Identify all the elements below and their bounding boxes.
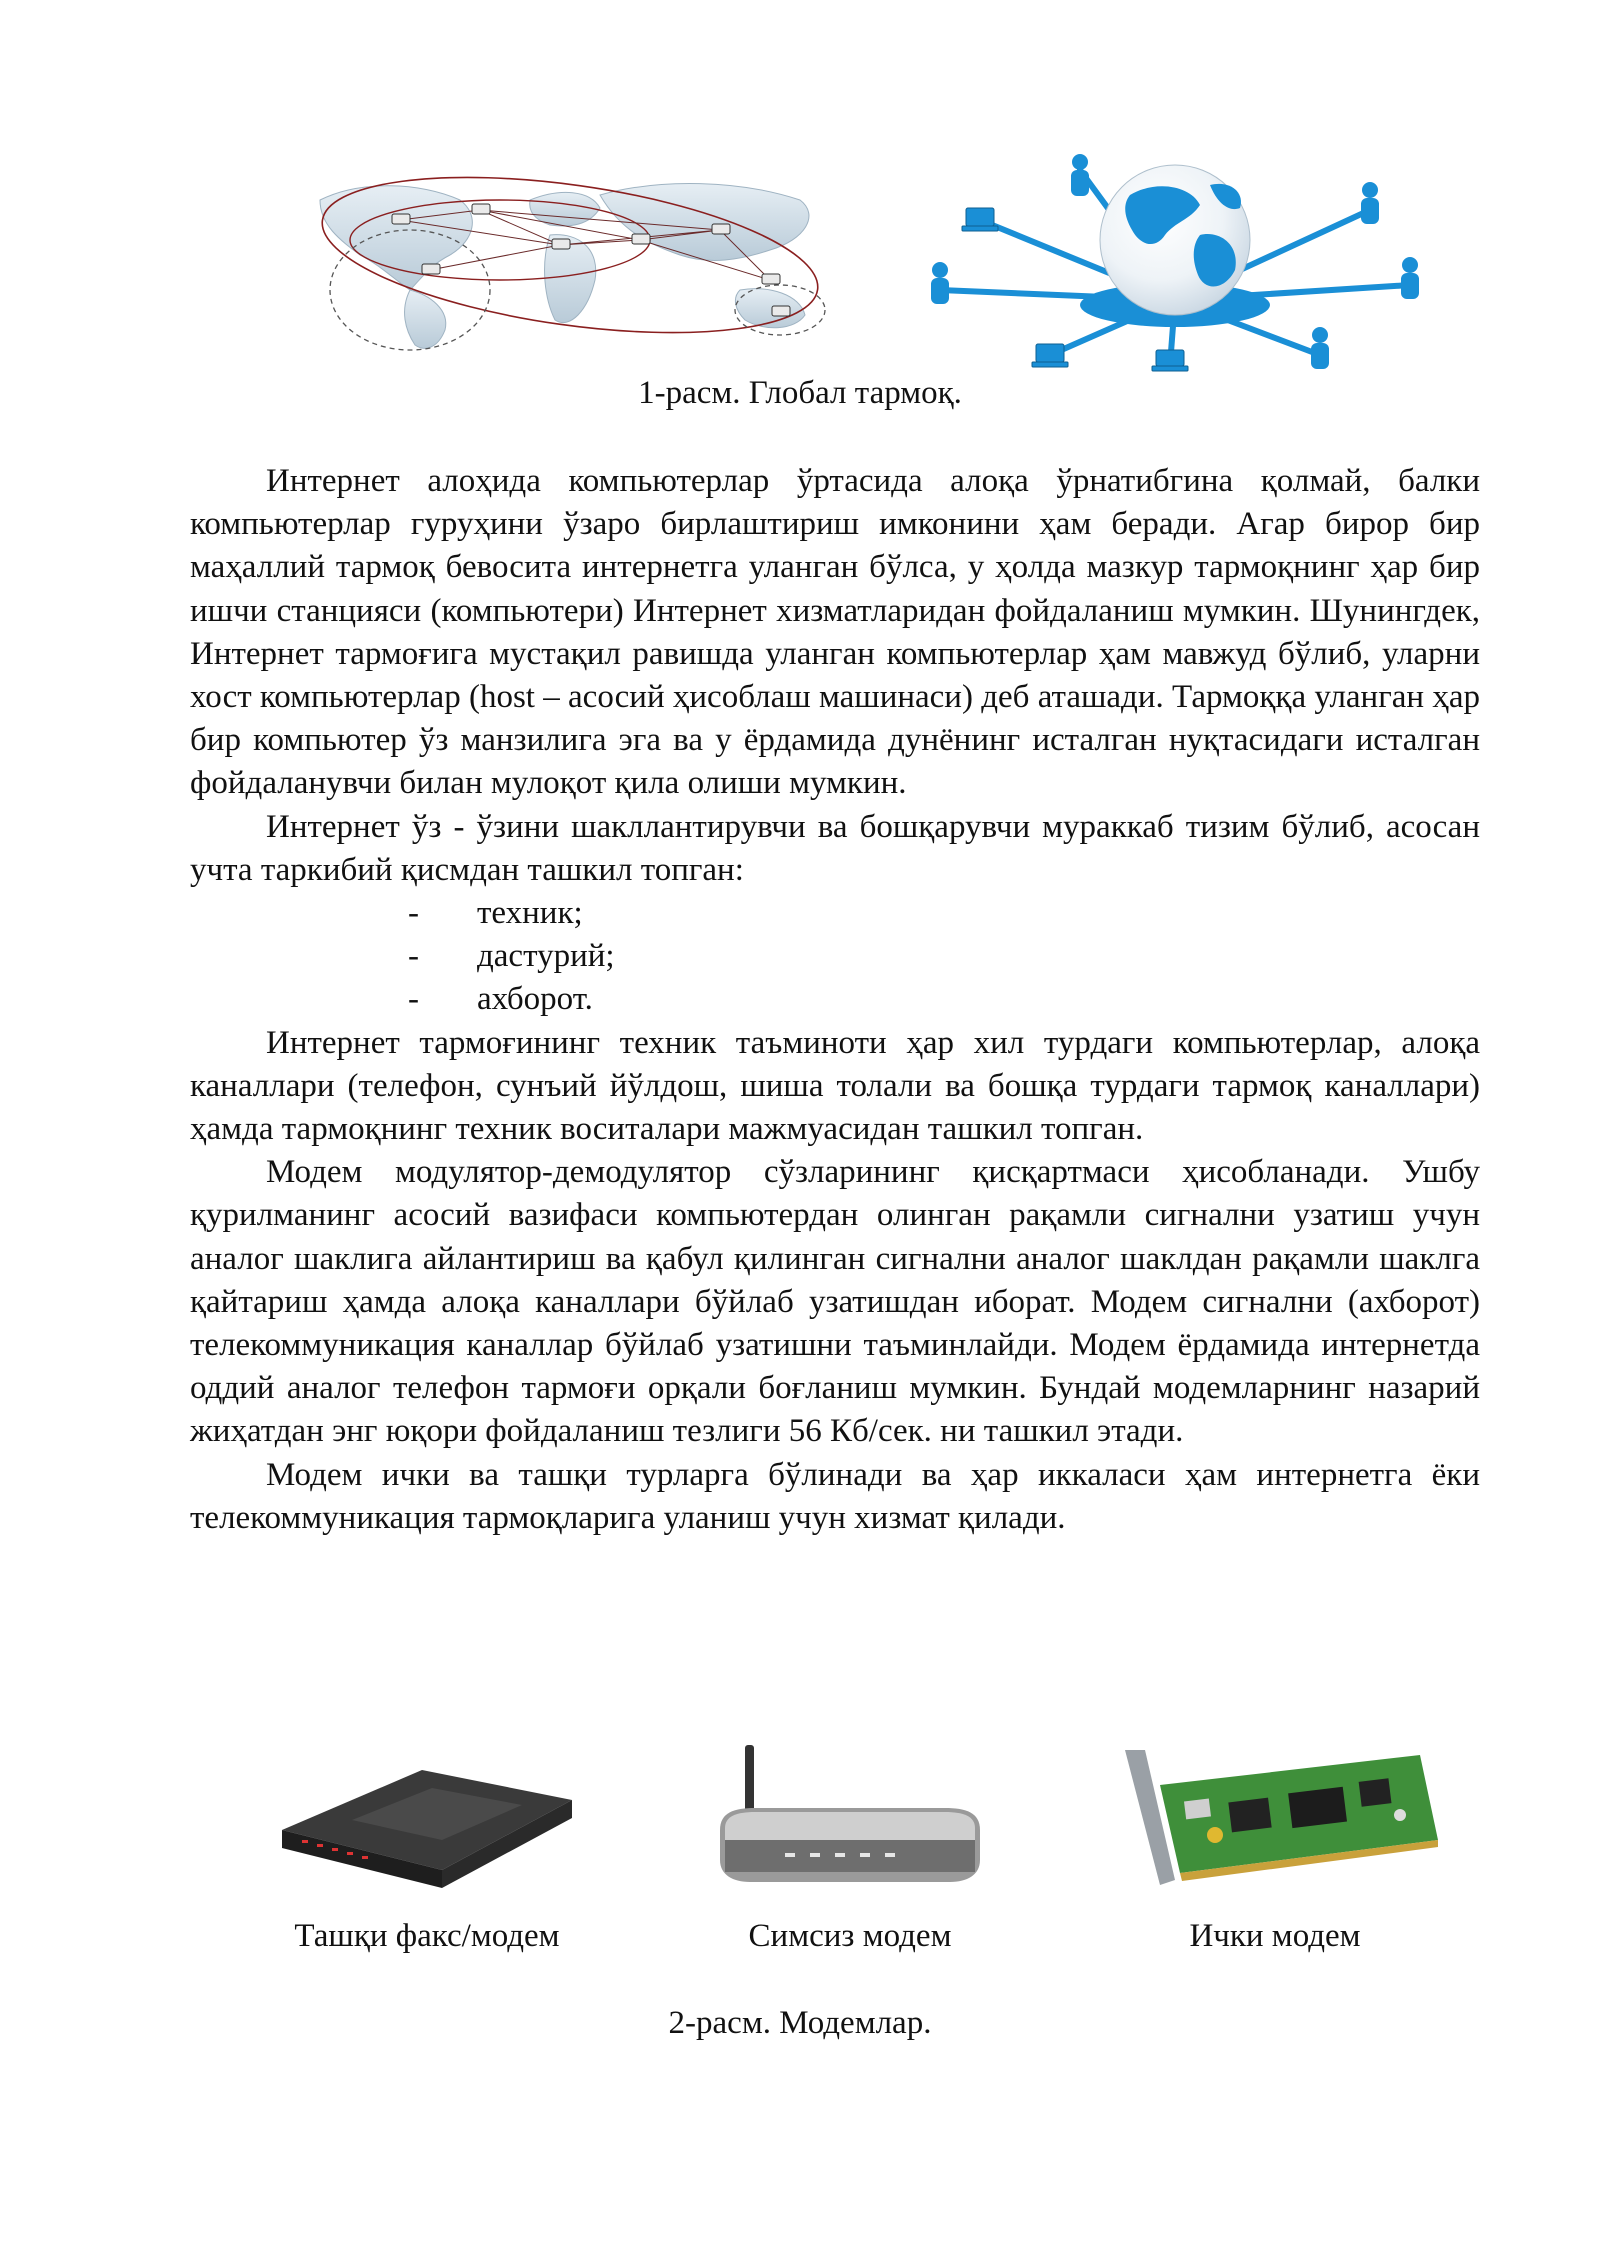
internal-modem-card-image xyxy=(1120,1745,1445,1890)
list-dash: - xyxy=(408,938,419,975)
list-dash: - xyxy=(408,981,419,1018)
world-map-network-image xyxy=(300,170,860,355)
external-fax-modem-image xyxy=(272,1760,582,1890)
paragraph-modem-types: Модем ички ва ташқи турларга бўлинади ва ҳар иккаласи ҳам интернетга ёки телекоммуникация тармоқларига уланиш учун хизмат қилади. xyxy=(190,1456,1480,1536)
paragraph-internet-structure: Интернет ўз - ўзини шакллантирувчи ва бошқарувчи мураккаб тизим бўлиб, асосан учта таркибий қисмдан ташкил топган: xyxy=(190,808,1480,888)
modem-label-internal: Ички модем xyxy=(1189,1918,1361,1954)
list-dash: - xyxy=(408,895,419,932)
paragraph-technical-support: Интернет тармоғининг техник таъминоти ҳар хил турдаги компьютерлар, алоқа каналлари (телефон, сунъий йўлдош, шиша толали ва бошқа турдаги тармоқ каналлари) ҳамда тармоқнинг техник воситалари мажмуасидан ташкил топган. xyxy=(190,1024,1480,1148)
globe-network-image xyxy=(900,150,1450,375)
figure-2-caption: 2-расм. Модемлар. xyxy=(668,2005,932,2041)
figure-1 xyxy=(300,150,1450,375)
wireless-modem-image xyxy=(705,1740,995,1900)
paragraph-internet-intro: Интернет алоҳида компьютерлар ўртасида алоқа ўрнатибгина қолмай, балки компьютерлар гуруҳини ўзаро бирлаштириш имконини ҳам беради. Агар бирор бир маҳаллий тармоқ бевосита интернетга уланган бўлса, у ҳолда мазкур тармоқнинг ҳар бир ишчи станцияси (компьютери) Интернет хизматларидан фойдаланиш мумкин. Шунингдек, Интернет тармоғига мустақил равишда уланган компьютерлар ҳам мавжуд бўлиб, уларни хост компьютерлар (host – асосий ҳисоблаш машинаси) деб аташади. Тармоққа уланган ҳар бир компьютер ўз манзилига эга ва у ёрдамида дунёнинг исталган нуқтасидаги исталган фойдаланувчи билан мулоқот қила олиши мумкин. xyxy=(190,463,1480,802)
components-list xyxy=(190,892,1480,1022)
list-item: - ахборот. xyxy=(190,978,1480,1021)
figure-1-caption: 1-расм. Глобал тармоқ. xyxy=(638,375,962,411)
modem-label-wireless: Симсиз модем xyxy=(748,1918,952,1954)
list-item: - техник; xyxy=(190,892,1480,935)
body-text xyxy=(190,460,1480,1540)
list-item: - дастурий; xyxy=(190,935,1480,978)
modem-label-external: Ташқи факс/модем xyxy=(294,1918,560,1954)
paragraph-modem-definition: Модем модулятор-демодулятор сўзларининг қисқартмаси ҳисобланади. Ушбу қурилманинг асосий вазифаси компьютердан олинган рақамли сигнални узатиш учун аналог шаклига айлантириш ва қабул қилинган сигнални аналог шаклдан рақамли шаклга қайтариш ҳамда алоқа каналлари бўйлаб узатишдан иборат. Модем сигнални (ахборот) телекоммуникация каналлар бўйлаб узатишни таъминлайди. Модем ёрдамида интернетда оддий аналог телефон тармоғи орқали боғланиш мумкин. Бундай модемларнинг назарий жиҳатдан энг юқори фойдаланиш тезлиги 56 Кб/сек. ни ташкил этади. xyxy=(190,1154,1480,1450)
